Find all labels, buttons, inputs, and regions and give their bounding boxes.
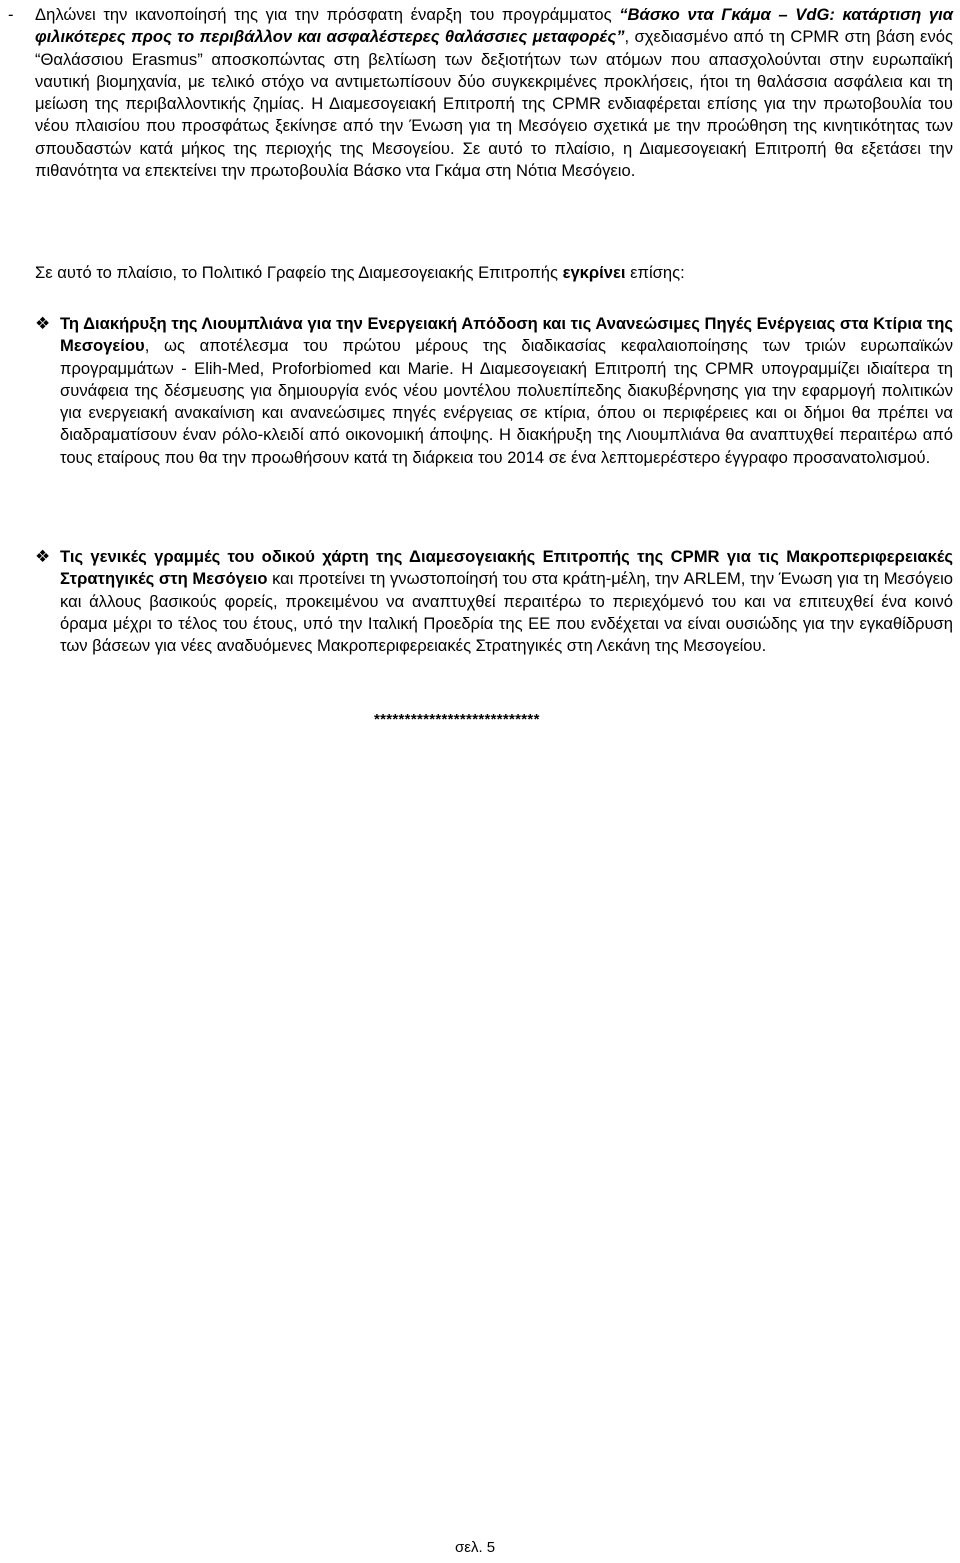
bullet-item-ljubljana-declaration (60, 313, 953, 469)
paragraph-text: Δηλώνει την ικανοποίησή της για την πρόσφατη έναρξη του προγράμματος (35, 5, 620, 24)
page-number: σελ. 5 (455, 1539, 496, 1556)
diamond-bullet-icon: ❖ (35, 547, 51, 566)
paragraph-vasco-da-gama (35, 4, 953, 182)
paragraph-text: επίσης: (625, 263, 685, 282)
approves-keyword: εγκρίνει (562, 263, 626, 282)
bullet-body: , ως αποτέλεσμα του πρώτου μέρους της διαδικασίας κεφαλαιοποίησης των τριών ευρωπαϊκών προγραμμάτων - Elih-Med, Proforbiomed και Marie. Η Διαμεσογειακή Επιτροπή της CPMR υπογραμμίζει ιδιαίτερα τη συνάφεια της δέσμευσης για δημιουργία ενός νέου μοντέλου πολυεπίπεδης διακυβέρνησης για την εφαρμογή πολιτικών για ενεργειακή ανακαίνιση και ανανεώσιμες πηγές ενέργειας σε κτίρια, όπου οι περιφέρειες και οι δήμοι θα πρέπει να διαδραματίσουν έναν ρόλο-κλειδί από οικονομική άποψης. Η διακήρυξη της Λιουμπλιάνα θα αναπτυχθεί περαιτέρω από τους εταίρους που θα την προωθήσουν κατά τη διάρκεια του 2014 σε ένα λεπτομερέστερο έγγραφο προσανατολισμού. (60, 336, 953, 467)
paragraph-text: Σε αυτό το πλαίσιο, το Πολιτικό Γραφείο της Διαμεσογειακής Επιτροπής (35, 263, 563, 282)
paragraph-approves (35, 262, 953, 284)
bullet-heading: Τη Διακήρυξη της Λιουμπλιάνα για την Ενεργειακή Απόδοση και τις Ανανεώσιμες Πηγές Ενέργειας στα Κτίρια της Μεσογείου (60, 314, 953, 356)
programme-title: “Βάσκο ντα Γκάμα – VdG: κατάρτιση για φιλικότερες προς το περιβάλλον και ασφαλέστερες θαλάσσιες μεταφορές” (35, 5, 953, 47)
bullet-item-roadmap (60, 546, 953, 657)
bullet-body: και προτείνει τη γνωστοποίησή του στα κράτη-μέλη, την ARLEM, την Ένωση για τη Μεσόγειο και άλλους βασικούς φορείς, προκειμένου να αναπτυχθεί περαιτέρω το περιεχόμενό του και να επιτευχθεί ένα κοινό όραμα μέχρι το τέλος του έτους, υπό την Ιταλική Προεδρία της ΕΕ που ενδέχεται να είναι ουσιώδης για την εγκαθίδρυση των βάσεων για νέες αναδυόμενες Μακροπεριφερειακές Στρατηγικές στη Λεκάνη της Μεσογείου. (60, 569, 953, 656)
bullet-heading: Τις γενικές γραμμές του οδικού χάρτη της Διαμεσογειακής Επιτροπής της CPMR για τις Μακροπεριφερειακές Στρατηγικές στη Μεσόγειο (60, 547, 953, 589)
diamond-bullet-icon: ❖ (35, 314, 51, 333)
section-separator: *************************** (374, 711, 540, 728)
list-dash: - (8, 5, 14, 24)
paragraph-text: , σχεδιασμένο από τη CPMR στη βάση ενός “Θαλάσσιου Erasmus” αποσκοπώντας στη βελτίωση των δεξιοτήτων των ατόμων που απασχολούνται στην ευρωπαϊκή ναυτική βιομηχανία, με τελικό στόχο να αντιμετωπίσουν δύο συγκεκριμένες προκλήσεις, ήτοι τη θαλάσσια ασφάλεια και τη μείωση της περιβαλλοντικής ζημίας. Η Διαμεσογειακή Επιτροπή της CPMR ενδιαφέρεται επίσης για την πρωτοβουλία του νέου πλαισίου που προσφάτως ξεκίνησε από την Ένωση για τη Μεσόγειο σχετικά με την προώθηση της κινητικότητας των σπουδαστών κατά μήκος της περιοχής της Μεσογείου. Σε αυτό το πλαίσιο, η Διαμεσογειακή Επιτροπή θα εξετάσει την πιθανότητα να επεκτείνει την πρωτοβουλία Βάσκο ντα Γκάμα στη Νότια Μεσόγειο. (35, 27, 953, 181)
